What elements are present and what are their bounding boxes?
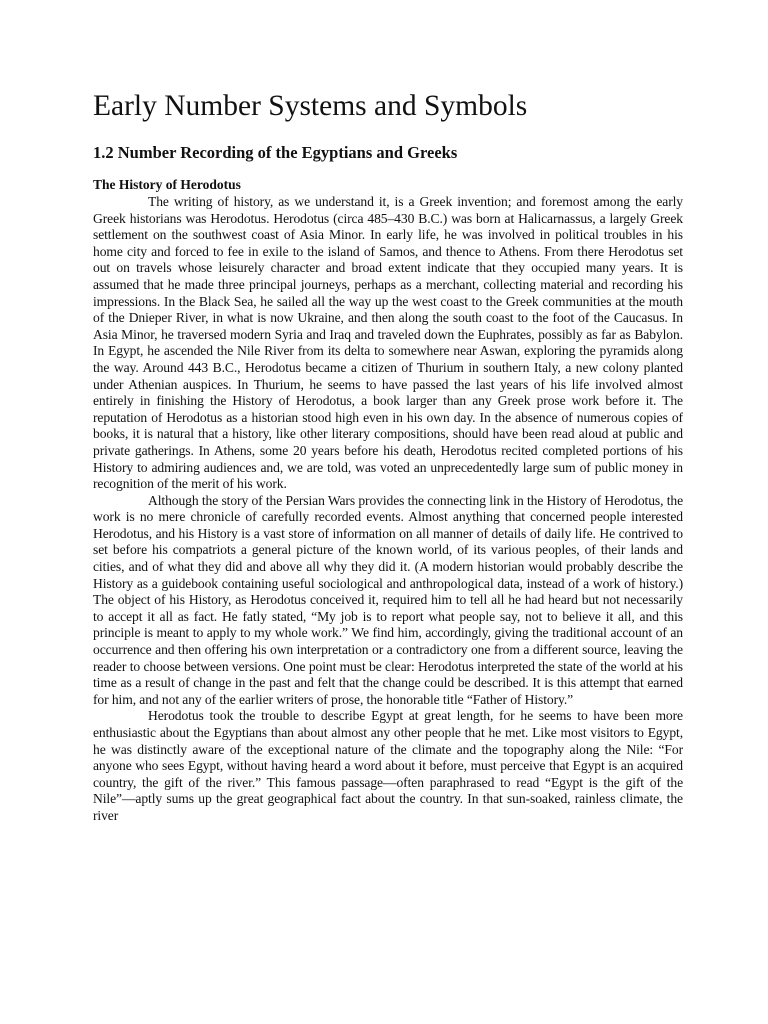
paragraph-1: The writing of history, as we understand it, is a Greek invention; and foremost among the early Greek historians was Herodotus. Herodotus (circa 485–430 B.C.) was born at Halicarnassus, a largely Greek settlement on the southwest coast of Asia Minor. In early life, he was involved in political troubles in his home city and forced to fee in exile to the island of Samos, and thence to Athens. From there Herodotus set out on travels whose leisurely character and broad extent indicate that they occupied many years. It is assumed that he made three principal journeys, perhaps as a merchant, collecting material and recording his impressions. In the Black Sea, he sailed all the way up the west coast to the Greek communities at the mouth of the Dnieper River, in what is now Ukraine, and then along the south coast to the foot of the Caucasus. In Asia Minor, he traversed modern Syria and Iraq and traveled down the Euphrates, possibly as far as Babylon. In Egypt, he ascended the Nile River from its delta to somewhere near Aswan, exploring the pyramids along the way. Around 443 B.C., Herodotus became a citizen of Thurium in southern Italy, a new colony planted under Athenian auspices. In Thurium, he seems to have passed the last years of his life involved almost entirely in finishing the History of Herodotus, a book larger than any Greek prose work before it. The reputation of Herodotus as a historian stood high even in his own day. In the absence of numerous copies of books, it is natural that a history, like other literary compositions, should have been read aloud at public and private gatherings. In Athens, some 20 years before his death, Herodotus recited completed portions of his History to admiring audiences and, we are told, was voted an unprecedentedly large sum of public money in recognition of the merit of his work. <box>93 194 683 492</box>
section-heading: The History of Herodotus <box>93 177 241 192</box>
paragraph-3: Herodotus took the trouble to describe Egypt at great length, for he seems to have been more enthusiastic about the Egyptians than about almost any other people that he met. Like most visitors to Egypt, he was distinctly aware of the exceptional nature of the climate and the topography along the Nile: “For anyone who sees Egypt, without having heard a word about it before, must perceive that Egypt is an acquired country, the gift of the river.” This famous passage—often paraphrased to read “Egypt is the gift of the Nile”—aptly sums up the great geographical fact about the country. In that sun-soaked, rainless climate, the river <box>93 708 683 823</box>
body-text <box>93 194 683 825</box>
page-title: Early Number Systems and Symbols <box>93 90 528 122</box>
paragraph-2: Although the story of the Persian Wars provides the connecting link in the History of Herodotus, the work is no mere chronicle of carefully recorded events. Almost anything that concerned people interested Herodotus, and his History is a vast store of information on all manner of details of daily life. He contrived to set before his compatriots a general picture of the known world, of its various peoples, of their lands and cities, and of what they did and above all why they did it. (A modern historian would probably describe the History as a guidebook containing useful sociological and anthropological data, instead of a work of history.) The object of his History, as Herodotus conceived it, required him to tell all he had heard but not necessarily to accept it all as fact. He fatly stated, “My job is to report what people say, not to believe it all, and this principle is meant to apply to my whole work.” We find him, accordingly, giving the traditional account of an occurrence and then offering his own interpretation or a contradictory one from a different source, leaving the reader to choose between versions. One point must be clear: Herodotus interpreted the state of the world at his time as a result of change in the past and felt that the change could be described. It is this attempt that earned for him, and not any of the earlier writers of prose, the honorable title “Father of History.” <box>93 492 683 707</box>
section-subtitle: 1.2 Number Recording of the Egyptians and Greeks <box>93 143 458 162</box>
document-page <box>93 88 683 823</box>
